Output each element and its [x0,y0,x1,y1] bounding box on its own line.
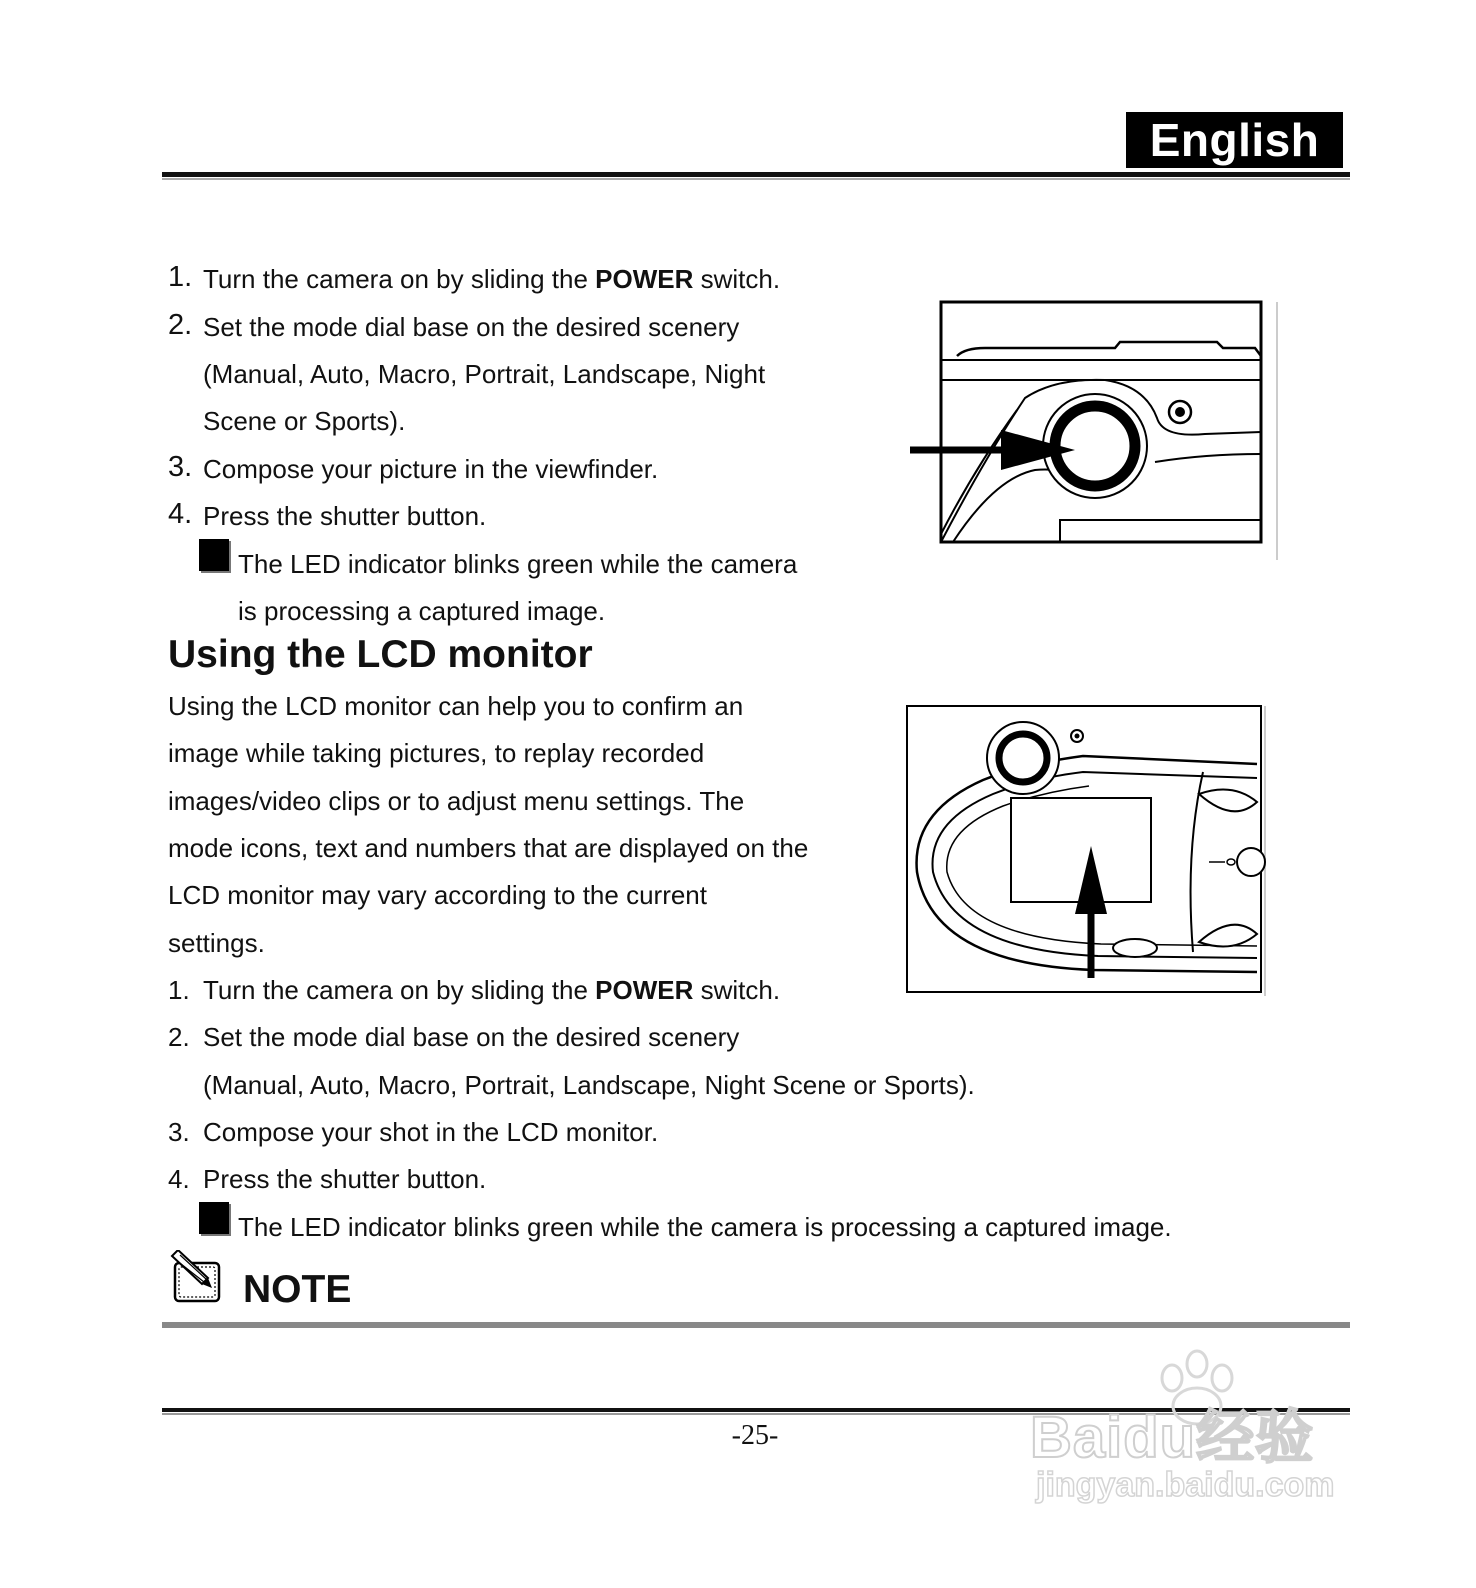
step1-item: 1. [168,261,193,293]
shutter-button-illustration [905,298,1285,560]
note-label: NOTE [243,1268,352,1311]
page-number: -25- [731,1420,779,1451]
step2-4-text: Press the shutter button. [203,1164,487,1194]
paragraph-line: image while taking pictures, to replay recorded [168,738,705,768]
paragraph-line: Using the LCD monitor can help you to confirm an [168,691,744,721]
step2-3-text: Compose your shot in the LCD monitor. [203,1117,659,1147]
step2-4-number: 4. [168,1164,190,1194]
watermark-brand: Baidu经验 [1030,1405,1315,1470]
paragraph-line: settings. [168,928,265,958]
header-rule [162,172,1350,177]
step2-2-number: 2. [168,1022,190,1052]
header-rule-shadow [162,178,1350,180]
step3-number: 3. [168,451,193,483]
note-bullet-icon [199,1202,229,1234]
step2-1-number: 1. [168,975,190,1005]
paragraph-line: LCD monitor may vary according to the current [168,880,707,910]
step1-text: Turn the camera on by sliding the POWER switch. [203,264,781,294]
language-badge: English [1126,112,1343,168]
step3-text: Compose your picture in the viewfinder. [203,454,659,484]
step4-text: Press the shutter button. [203,501,487,531]
note-bullet-icon [199,539,229,571]
led-note-2: The LED indicator blinks green while the camera is processing a captured image. [238,1212,1172,1242]
step2-number: 2. [168,309,193,341]
paragraph-line: images/video clips or to adjust menu settings. The [168,786,745,816]
note-pencil-icon [166,1250,224,1306]
step4-number: 4. [168,498,193,530]
paragraph-line: mode icons, text and numbers that are displayed on the [168,833,809,863]
lcd-monitor-illustration [903,702,1269,996]
step2-3-number: 3. [168,1117,190,1147]
led-note-line1: The LED indicator blinks green while the camera [238,549,798,579]
step2-text-line2: (Manual, Auto, Macro, Portrait, Landscape, Night [203,359,766,389]
note-rule [162,1322,1350,1328]
step2-text-line3: Scene or Sports). [203,406,406,436]
section-heading: Using the LCD monitor [168,633,593,676]
step2-2-text-line1: Set the mode dial base on the desired scenery [203,1022,740,1052]
watermark-url: jingyan.baidu.com [1036,1466,1335,1504]
step2-1-text: Turn the camera on by sliding the POWER switch. [203,975,781,1005]
led-note-line2: is processing a captured image. [238,596,606,626]
step2-2-text-line2: (Manual, Auto, Macro, Portrait, Landscape, Night Scene or Sports). [203,1070,975,1100]
step2-text-line1: Set the mode dial base on the desired scenery [203,312,740,342]
